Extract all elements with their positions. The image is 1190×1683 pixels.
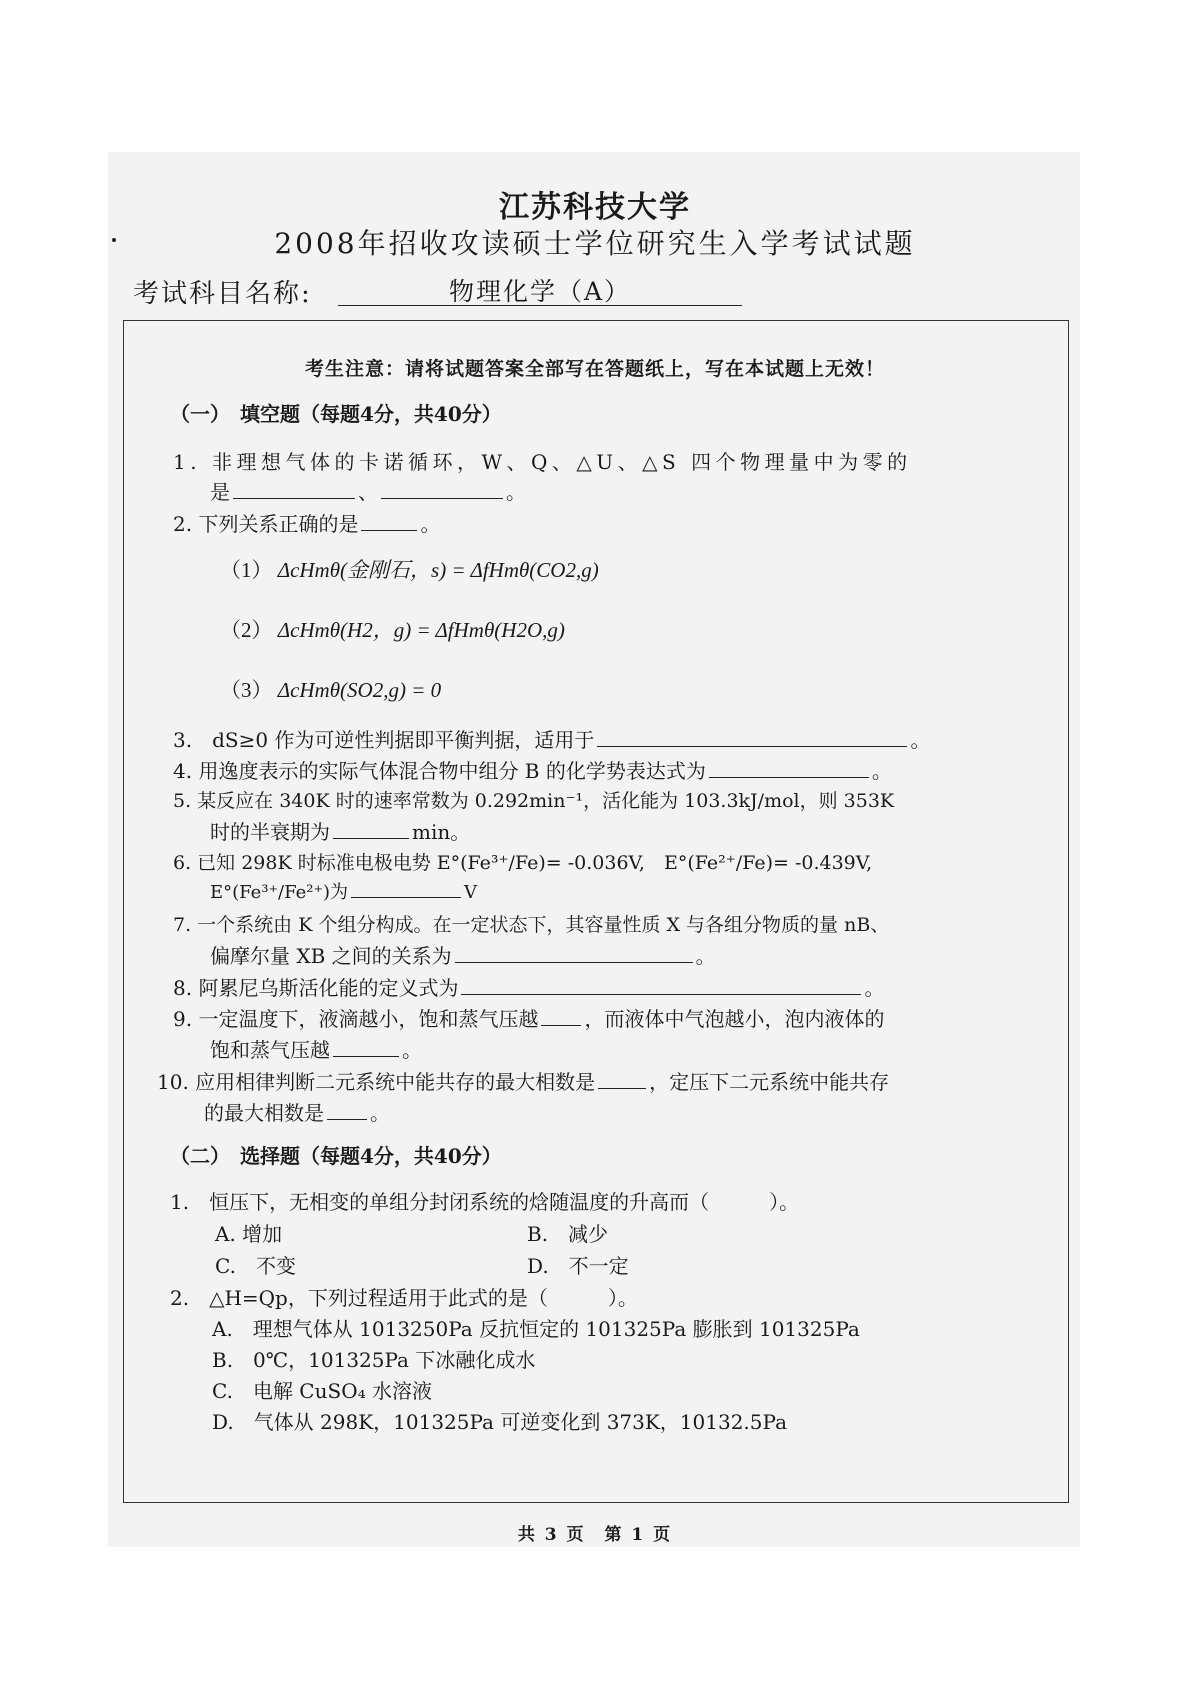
q2-option-1: [220, 554, 599, 584]
mc-q2: 2. △H=Qp，下列过程适用于此式的是（ ）。: [170, 1286, 638, 1310]
q2-option-2: [220, 614, 565, 644]
q7-blank: [455, 944, 693, 963]
q2-option-1-label: （1）: [220, 558, 273, 582]
q9-line1: [173, 1003, 884, 1032]
q7-line2: [210, 940, 716, 969]
q6-blank: [351, 879, 461, 898]
q9-blank-1: [541, 1007, 581, 1026]
q8-line: [173, 972, 884, 1001]
q2-line: [173, 508, 440, 537]
q4-blank: [709, 759, 869, 778]
q9-text-1: 9. 一定温度下，液滴越小，饱和蒸气压越: [173, 1007, 539, 1031]
q1-separator: 、: [358, 480, 378, 504]
q2-option-3: [220, 674, 441, 704]
section-1-title: （一） 填空题（每题4分，共40分）: [170, 402, 502, 426]
q1-blank-1: [233, 480, 355, 499]
q3-line: [173, 724, 930, 753]
q1-line2: [210, 476, 526, 505]
section-2-title: （二） 选择题（每题4分，共40分）: [170, 1144, 502, 1168]
q6-line2: [210, 878, 477, 904]
q10-prefix: 的最大相数是: [204, 1101, 324, 1125]
q2-option-3-label: （3）: [220, 678, 273, 702]
mc-q2-option-c: C. 电解 CuSO₄ 水溶液: [212, 1379, 432, 1403]
q6-end: V: [464, 882, 477, 903]
q10-line1: [157, 1066, 889, 1095]
q1-prefix: 是: [210, 480, 230, 504]
q1-end: 。: [506, 480, 526, 504]
q3-end: 。: [910, 728, 931, 752]
exam-notice: 考生注意：请将试题答案全部写在答题纸上，写在本试题上无效！: [304, 358, 885, 380]
mc-q2-option-b: B. 0℃，101325Pa 下冰融化成水: [212, 1348, 536, 1372]
q1-blank-2: [381, 480, 503, 499]
q2-formula-3: ΔcHmθ(SO2,g) = 0: [277, 678, 442, 702]
subject-label: 考试科目名称:: [133, 279, 312, 309]
school-name: 江苏科技大学: [499, 190, 691, 225]
q10-text-1: 10. 应用相律判断二元系统中能共存的最大相数是: [157, 1070, 596, 1094]
q6-line1: 6. 已知 298K 时标准电极电势 E°(Fe³⁺/Fe)= -0.036V, E°(Fe²⁺/Fe)= -0.439V,: [173, 852, 873, 874]
q4-end: 。: [871, 759, 892, 783]
q10-end: 。: [370, 1101, 390, 1125]
q6-prefix: E°(Fe³⁺/Fe²⁺)为: [210, 882, 348, 903]
q5-line2: [210, 816, 470, 845]
subject-name: 物理化学（A）: [448, 277, 632, 306]
q2-blank: [361, 512, 417, 531]
page-footer: 共 3 页 第 1 页: [517, 1525, 673, 1545]
q4-line: [173, 755, 892, 784]
q9-prefix: 饱和蒸气压越: [210, 1038, 330, 1062]
q2-option-2-label: （2）: [220, 618, 273, 642]
mc-q1-option-a: A. 增加: [215, 1222, 283, 1246]
mc-q1-option-d: D. 不一定: [527, 1254, 629, 1278]
q9-blank-2: [333, 1038, 399, 1057]
q9-end: 。: [402, 1038, 422, 1062]
mc-q1-option-b: B. 减少: [527, 1222, 609, 1246]
q5-blank: [333, 820, 409, 839]
q7-end: 。: [695, 944, 716, 968]
q8-blank: [461, 976, 861, 995]
q2-formula-2: ΔcHmθ(H2，g) = ΔfHmθ(H2O,g): [277, 618, 565, 642]
q9-text-2: ，而液体中气泡越小，泡内液体的: [584, 1007, 885, 1031]
q2-formula-1: ΔcHmθ(金刚石，s) = ΔfHmθ(CO2,g): [277, 558, 599, 582]
mc-q1-option-c: C. 不变: [215, 1254, 296, 1278]
q8-text: 8. 阿累尼乌斯活化能的定义式为: [173, 976, 459, 1000]
mc-q2-option-a: A. 理想气体从 1013250Pa 反抗恒定的 101325Pa 膨胀到 101325Pa: [212, 1317, 860, 1341]
q10-text-2: ，定压下二元系统中能共存: [649, 1070, 890, 1094]
q3-blank: [597, 728, 907, 747]
q5-line1: 5. 某反应在 340K 时的速率常数为 0.292min⁻¹，活化能为 103.3kJ/mol，则 353K: [173, 790, 895, 812]
q7-line1: 7. 一个系统由 K 个组分构成。在一定状态下，其容量性质 X 与各组分物质的量 nB、: [173, 914, 890, 936]
q9-line2: [210, 1034, 422, 1063]
q1-line1: 1. 非理想气体的卡诺循环，W、Q、△U、△S 四个物理量中为零的: [173, 450, 912, 474]
mc-q1: 1. 恒压下，无相变的单组分封闭系统的焓随温度的升高而（ ）。: [170, 1190, 800, 1214]
mc-q2-option-d: D. 气体从 298K，101325Pa 可逆变化到 373K，10132.5Pa: [212, 1410, 787, 1434]
q10-line2: [204, 1097, 390, 1126]
q8-end: 。: [864, 976, 885, 1000]
q5-end: min。: [412, 820, 471, 844]
q4-text: 4. 用逸度表示的实际气体混合物中组分 B 的化学势表达式为: [173, 759, 706, 783]
q5-prefix: 时的半衰期为: [210, 820, 330, 844]
q2-text: 2. 下列关系正确的是: [173, 512, 359, 536]
q10-blank-2: [327, 1101, 367, 1120]
q10-blank-1: [598, 1070, 646, 1089]
q2-end: 。: [420, 512, 441, 536]
q3-text: 3. dS≥0 作为可逆性判据即平衡判据，适用于: [173, 728, 595, 752]
q7-prefix: 偏摩尔量 XB 之间的关系为: [210, 944, 452, 968]
exam-title: 2008年招收攻读硕士学位研究生入学考试试题: [274, 227, 916, 260]
